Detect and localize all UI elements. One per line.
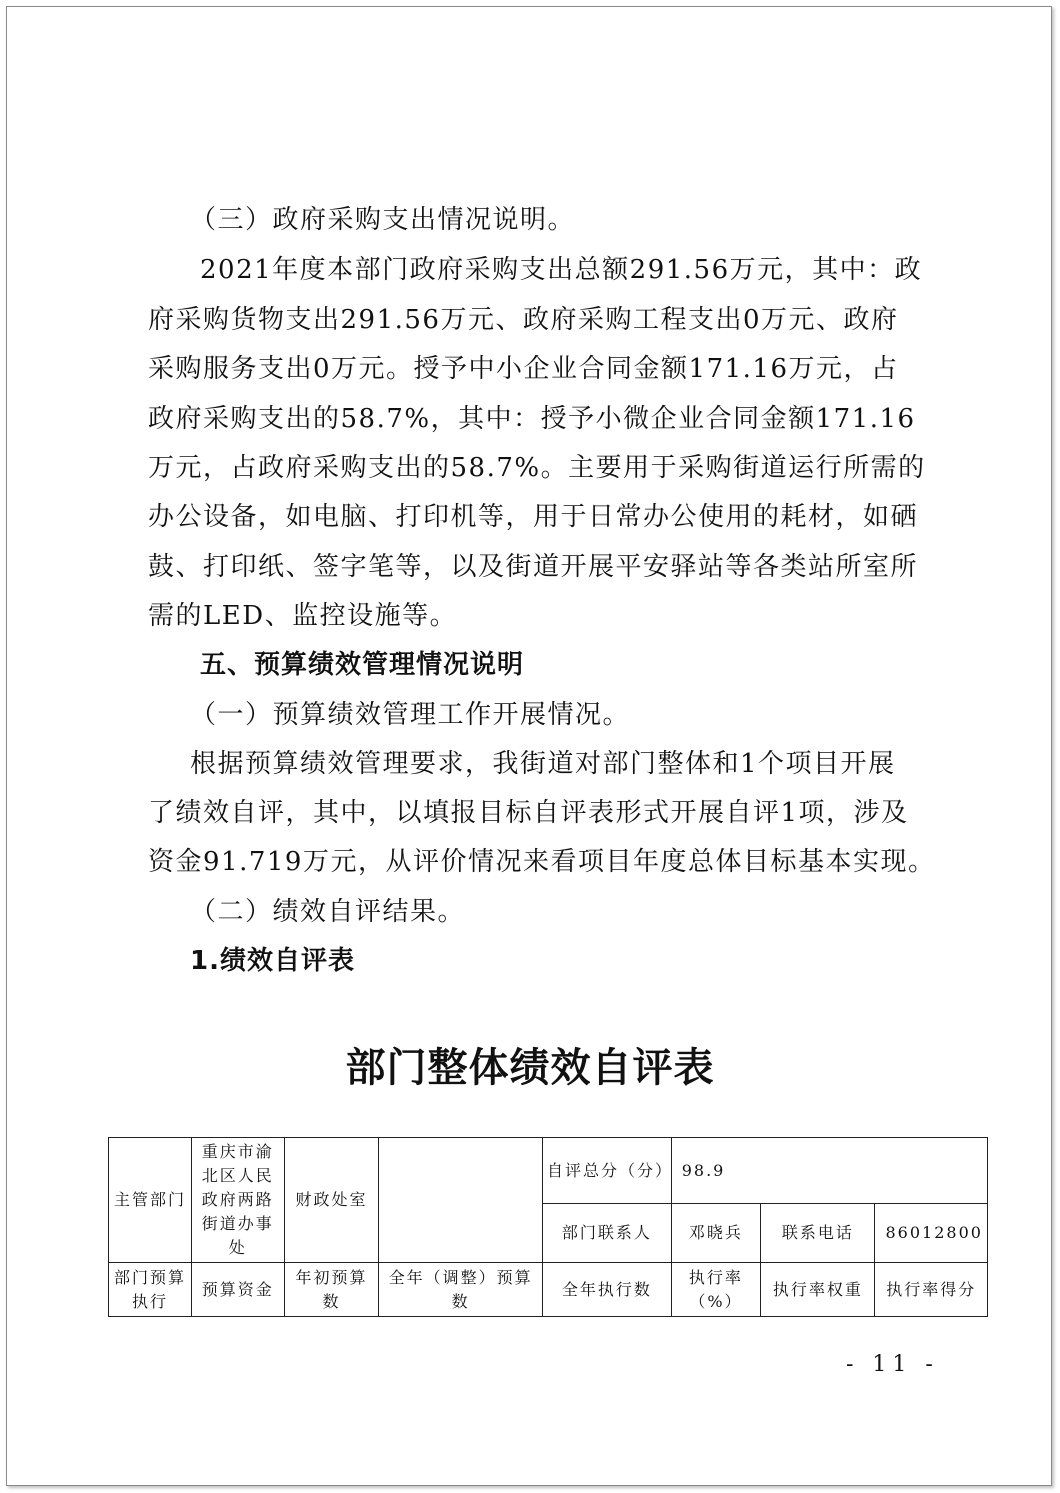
section-heading-5-2: （二）绩效自评结果。 xyxy=(190,897,466,927)
paragraph-line: 办公设备，如电脑、打印机等，用于日常办公使用的耗材，如硒 xyxy=(148,502,919,532)
table-title: 部门整体绩效自评表 xyxy=(345,1044,715,1091)
paragraph-line: 需的LED、监控设施等。 xyxy=(148,601,458,631)
header-cell-dept-budget: 部门预算执行 xyxy=(109,1263,192,1317)
section-heading-3: （三）政府采购支出情况说明。 xyxy=(190,205,576,235)
finance-office-label-cell: 财政处室 xyxy=(284,1138,379,1263)
contact-value-cell: 邓晓兵 xyxy=(671,1204,760,1263)
paragraph-line: 鼓、打印纸、签字笔等，以及街道开展平安驿站等各类站所室所 xyxy=(148,552,919,582)
section-heading-5: 五、预算绩效管理情况说明 xyxy=(200,650,525,680)
page-number: - 11 - xyxy=(846,1352,939,1377)
paragraph-line: 资金91.719万元，从评价情况来看项目年度总体目标基本实现。 xyxy=(148,847,936,877)
paragraph-line: 万元，占政府采购支出的58.7%。主要用于采购街道运行所需的 xyxy=(148,453,926,483)
phone-value-cell: 86012800 xyxy=(875,1204,988,1263)
section-heading-5-1: （一）预算绩效管理工作开展情况。 xyxy=(190,700,631,730)
finance-office-value-cell xyxy=(379,1138,543,1263)
score-label-cell: 自评总分（分） xyxy=(542,1138,671,1204)
paragraph-line: 府采购货物支出291.56万元、政府采购工程支出0万元、政府 xyxy=(148,305,899,335)
dept-label-cell: 主管部门 xyxy=(109,1138,192,1263)
paragraph-line: 2021年度本部门政府采购支出总额291.56万元，其中：政 xyxy=(200,255,923,285)
score-value-cell: 98.9 xyxy=(671,1138,987,1204)
header-cell-budget-funds: 预算资金 xyxy=(191,1263,284,1317)
phone-label-cell: 联系电话 xyxy=(761,1204,875,1263)
paragraph-line: 根据预算绩效管理要求，我街道对部门整体和1个项目开展 xyxy=(190,749,896,779)
paragraph-line: 了绩效自评，其中，以填报目标自评表形式开展自评1项，涉及 xyxy=(148,798,909,828)
paragraph-line: 政府采购支出的58.7%，其中：授予小微企业合同金额171.16 xyxy=(148,404,916,434)
header-cell-exec-rate: 执行率（%） xyxy=(671,1263,760,1317)
header-cell-actual-exec: 全年执行数 xyxy=(542,1263,671,1317)
dept-name-cell: 重庆市渝北区人民政府两路街道办事处 xyxy=(191,1138,284,1263)
header-cell-exec-score: 执行率得分 xyxy=(875,1263,988,1317)
subheading-self-eval-table: 1.绩效自评表 xyxy=(190,946,355,976)
header-cell-exec-weight: 执行率权重 xyxy=(761,1263,875,1317)
header-cell-initial-budget: 年初预算数 xyxy=(284,1263,379,1317)
paragraph-line: 采购服务支出0万元。授予中小企业合同金额171.16万元，占 xyxy=(148,354,899,384)
self-evaluation-table xyxy=(108,1137,988,1317)
header-cell-adjusted-budget: 全年（调整）预算数 xyxy=(379,1263,543,1317)
contact-label-cell: 部门联系人 xyxy=(542,1204,671,1263)
